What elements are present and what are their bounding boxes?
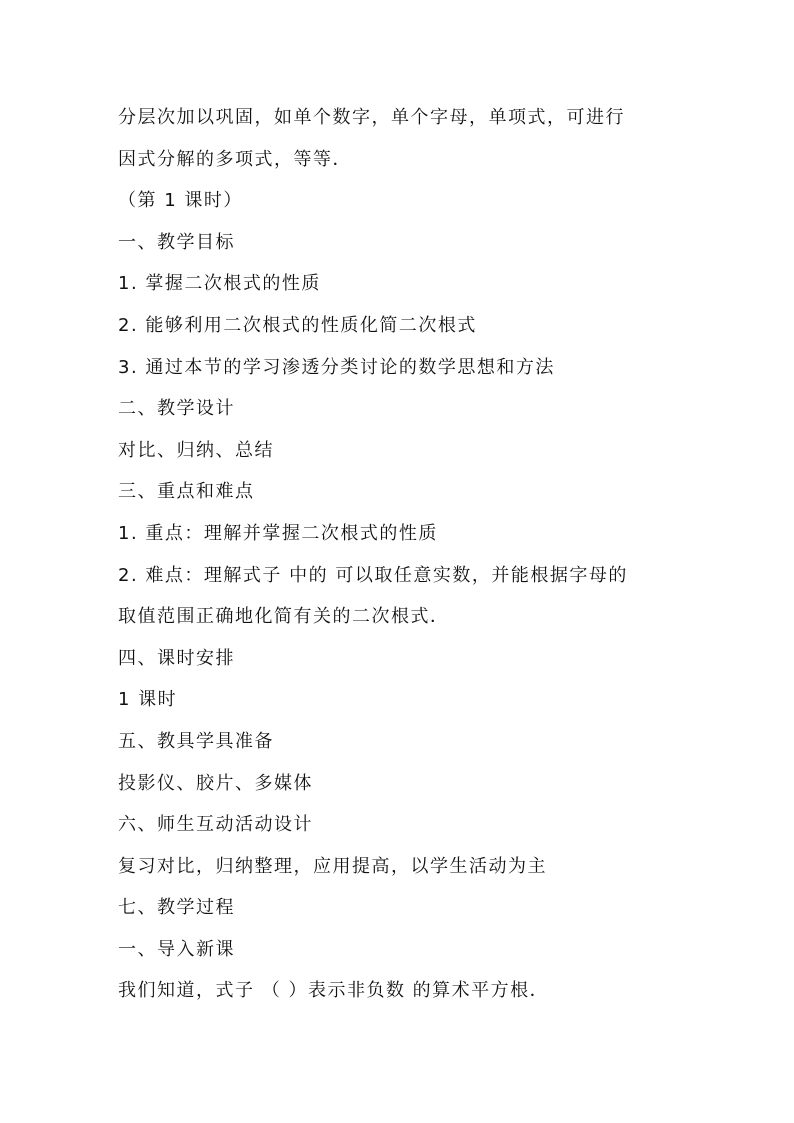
list-item: 2. 难点：理解式子 中的 可以取任意实数，并能根据字母的	[118, 564, 628, 586]
list-item: 1. 掌握二次根式的性质	[118, 273, 321, 295]
paragraph-line: 复习对比，归纳整理，应用提高，以学生活动为主	[118, 855, 547, 877]
list-item: 3. 通过本节的学习渗透分类讨论的数学思想和方法	[118, 356, 555, 378]
paragraph-line: 对比、归纳、总结	[118, 439, 274, 461]
lesson-period-label: （第 1 课时）	[118, 190, 243, 212]
section-heading: 二、教学设计	[118, 398, 235, 420]
list-item: 2. 能够利用二次根式的性质化简二次根式	[118, 314, 477, 336]
paragraph-line: 分层次加以巩固，如单个数字，单个字母，单项式，可进行	[118, 107, 625, 128]
paragraph-line: 1 课时	[118, 689, 178, 711]
section-heading: 一、教学目标	[118, 231, 235, 253]
section-heading: 一、导入新课	[118, 938, 235, 960]
paragraph-line: 我们知道，式子 （ ）表示非负数 的算术平方根．	[118, 980, 550, 1002]
paragraph-line: 取值范围正确地化简有关的二次根式．	[118, 606, 450, 628]
paragraph-line: 投影仪、胶片、多媒体	[118, 772, 313, 794]
section-heading: 四、课时安排	[118, 647, 235, 669]
section-heading: 三、重点和难点	[118, 481, 255, 503]
list-item: 1. 重点：理解并掌握二次根式的性质	[118, 522, 438, 544]
section-heading: 六、师生互动活动设计	[118, 814, 313, 836]
section-heading: 五、教具学具准备	[118, 730, 274, 752]
paragraph-line: 因式分解的多项式，等等．	[118, 148, 352, 170]
section-heading: 七、教学过程	[118, 897, 235, 919]
document-body	[118, 97, 688, 1012]
